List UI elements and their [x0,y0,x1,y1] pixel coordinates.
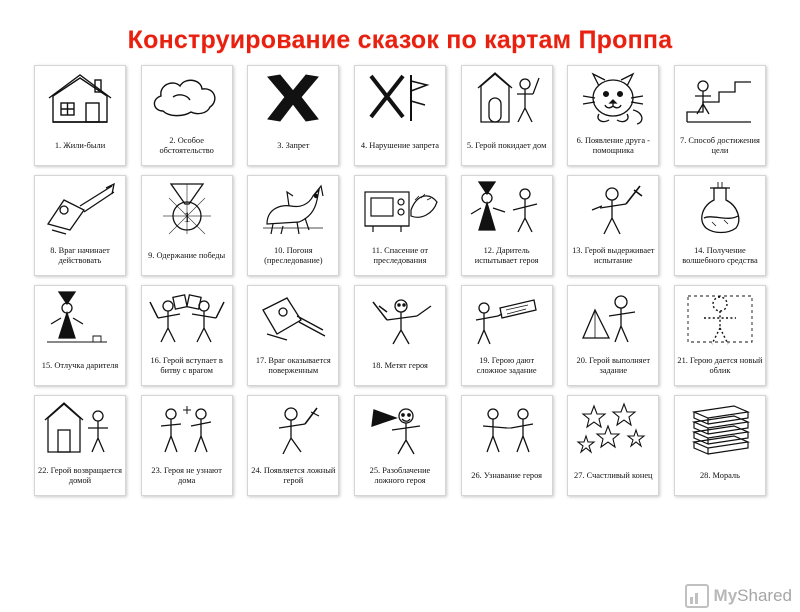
propp-card[interactable] [247,395,339,496]
card-label: 27. Счастливый конец [574,470,653,480]
card-label: 8. Враг начинает действовать [50,245,110,265]
rescue-machine-icon [357,179,443,237]
giver-leaving-icon [37,289,123,347]
propp-card[interactable] [674,395,766,496]
card-label: 25. Разоблачение ложного героя [369,465,431,485]
card-label: 26. Узнавание героя [471,470,542,480]
presentation-board-icon [685,584,709,608]
card-label: 16. Герой вступает в битву с врагом [150,355,223,375]
watermark-text-secondary: Shared [737,586,792,605]
card-label: 7. Способ достижения цели [680,135,760,155]
unrecognized-hero-icon [144,399,230,457]
hero-with-sword-icon [570,179,656,237]
medal-icon [144,179,230,237]
card-label: 28. Мораль [699,470,740,480]
card-label: 17. Враг оказывается поверженным [255,355,331,375]
card-label: 3. Запрет [277,140,310,150]
cloud-icon [144,69,230,127]
task-completed-icon [570,289,656,347]
propp-card[interactable] [141,65,233,166]
propp-card[interactable] [567,395,659,496]
battle-icon [144,289,230,347]
watermark-text-primary: My [713,586,738,605]
card-label: 13. Герой выдерживает испытание [572,245,655,265]
card-label: 20. Герой выполняет задание [576,355,651,375]
card-label: 18. Метят героя [372,360,428,370]
stairs-climb-icon [677,69,763,127]
propp-card[interactable] [141,395,233,496]
exposure-icon [357,399,443,457]
new-appearance-icon [677,289,763,347]
card-label: 22. Герой возвращается домой [38,465,122,485]
propp-card[interactable] [461,175,553,276]
propp-card[interactable] [674,285,766,386]
watermark-text [714,586,792,606]
hero-returns-home-icon [37,399,123,457]
card-label: 9. Одержание победы [148,250,226,260]
propp-card[interactable] [354,395,446,496]
card-label: 4. Нарушение запрета [360,140,440,150]
stars-happy-end-icon [570,399,656,457]
books-moral-icon [677,399,763,457]
propp-card[interactable] [354,65,446,166]
card-label: 15. Отлучка дарителя [41,360,119,370]
card-label: 2. Особое обстоятельство [159,135,214,155]
propp-card[interactable] [34,65,126,166]
svg-text:1: 1 [182,210,191,226]
horse-chase-icon [250,179,336,237]
propp-card[interactable] [461,395,553,496]
card-label: 24. Появляется ложный герой [251,465,336,485]
enemy-attack-icon [37,179,123,237]
house-icon [37,69,123,127]
propp-card[interactable] [461,285,553,386]
hero-leaving-house-icon [464,69,550,127]
card-label: 14. Получение волшебного средства [682,245,758,265]
propp-card[interactable] [247,175,339,276]
card-label: 21. Герою дается новый облик [677,355,763,375]
card-label: 12. Даритель испытывает героя [474,245,539,265]
propp-card[interactable] [567,175,659,276]
card-label: 5. Герой покидает дом [466,140,547,150]
cross-x-icon [250,69,336,127]
card-label: 11. Спасение от преследования [371,245,429,265]
propp-card[interactable] [34,395,126,496]
recognition-icon [464,399,550,457]
propp-card[interactable] [141,175,233,276]
card-label: 23. Героя не узнают дома [151,465,222,485]
propp-cards-grid [0,65,800,496]
card-label: 6. Появление друга - помощника [576,135,650,155]
propp-card[interactable] [567,65,659,166]
watermark [685,584,792,608]
propp-card[interactable] [674,65,766,166]
propp-card[interactable] [247,285,339,386]
propp-card[interactable] [34,285,126,386]
propp-card[interactable] [354,175,446,276]
card-label: 1. Жили-были [54,140,106,150]
page-title: Конструирование сказок по картам Проппа [127,26,673,54]
card-row [34,395,766,496]
false-hero-icon [250,399,336,457]
defeated-enemy-icon [250,289,336,347]
card-label: 19. Герою дают сложное задание [476,355,537,375]
propp-card[interactable] [247,65,339,166]
broken-cross-icon [357,69,443,127]
propp-card[interactable] [567,285,659,386]
propp-card[interactable] [354,285,446,386]
card-row [34,285,766,386]
propp-card[interactable] [141,285,233,386]
card-row [34,175,766,276]
marked-hero-icon [357,289,443,347]
propp-card[interactable] [461,65,553,166]
card-row [34,65,766,166]
cat-helper-icon [570,69,656,127]
magic-potion-icon [677,179,763,237]
propp-card[interactable] [674,175,766,276]
giver-tests-hero-icon [464,179,550,237]
propp-card[interactable] [34,175,126,276]
card-label: 10. Погоня (преследование) [264,245,323,265]
difficult-task-icon [464,289,550,347]
